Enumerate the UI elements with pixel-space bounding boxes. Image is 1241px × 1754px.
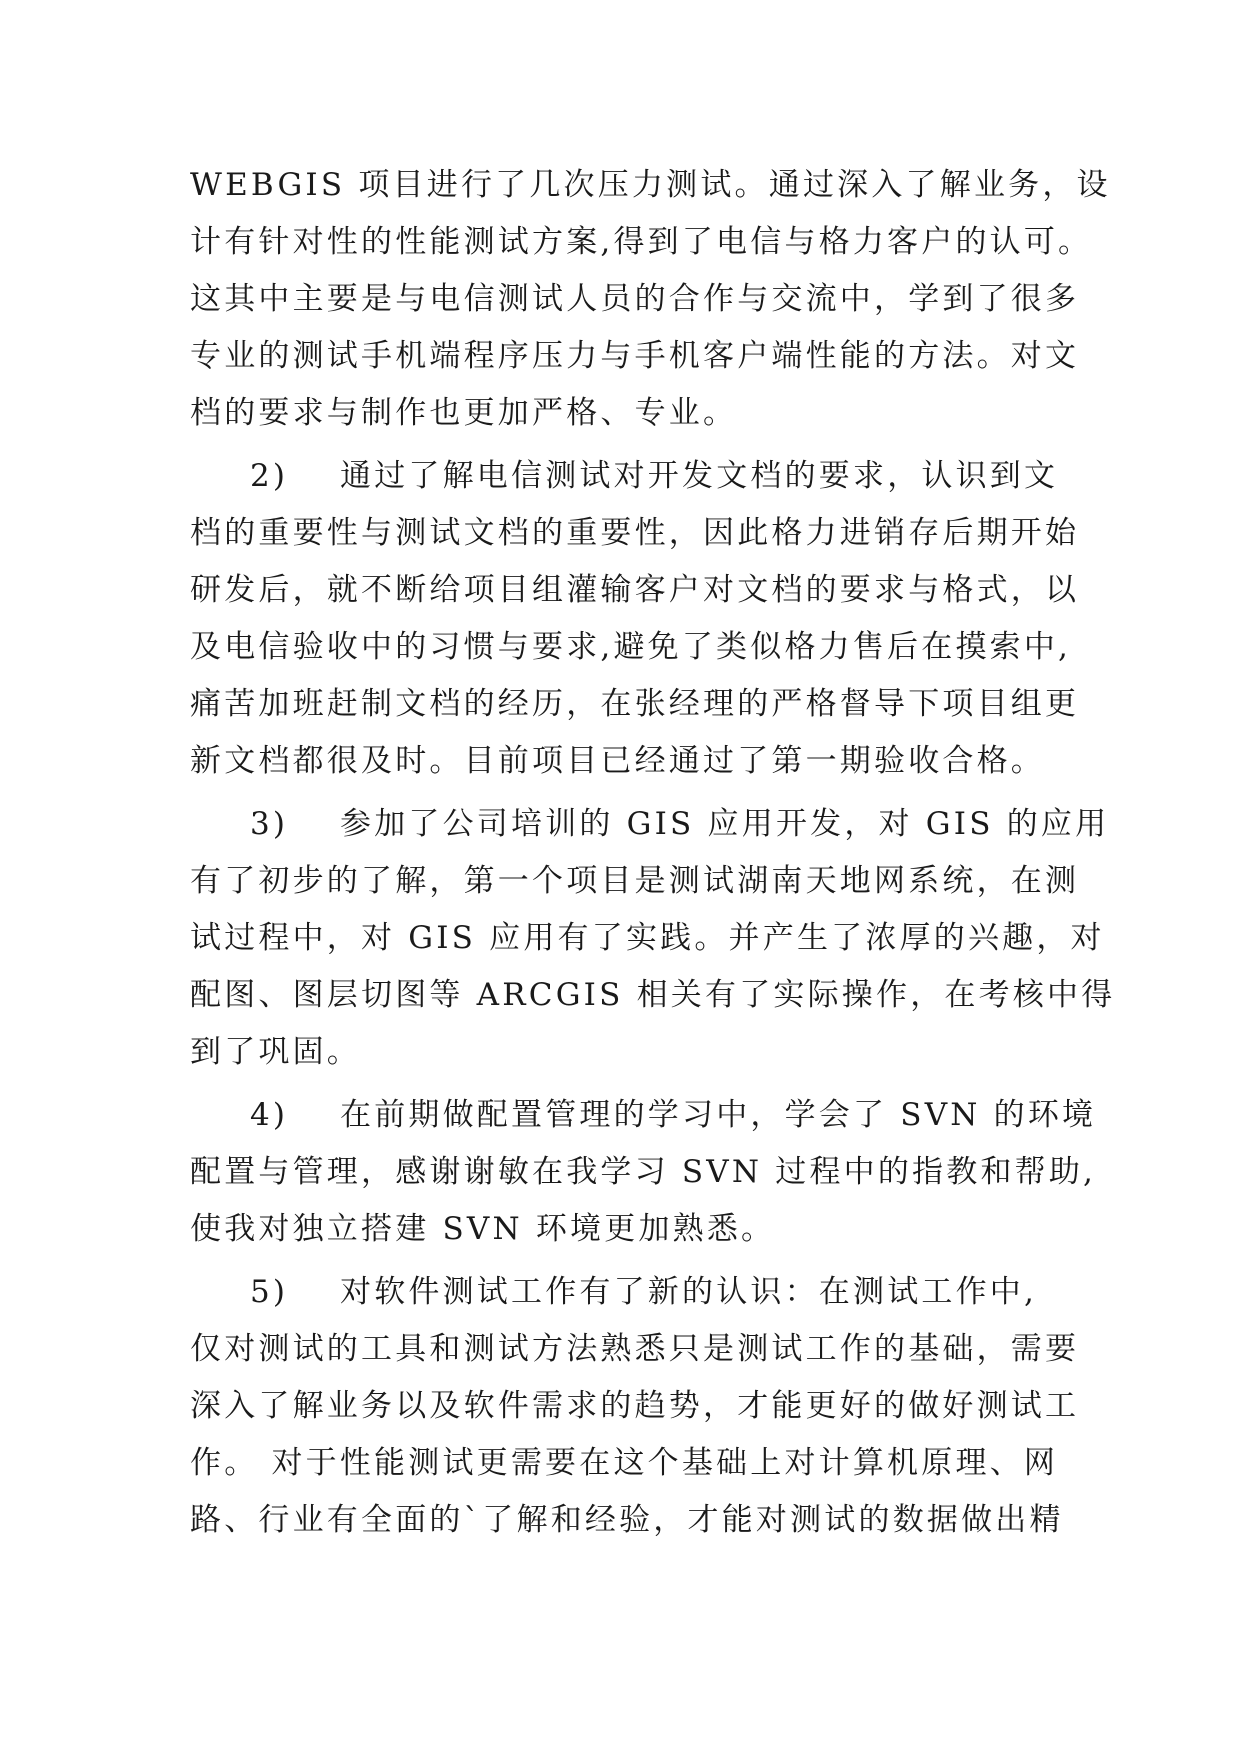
item-number: 3) <box>250 806 289 842</box>
item-number: 4) <box>250 1097 289 1133</box>
item-number: 2) <box>250 458 289 494</box>
text-line: 有了初步的了解，第一个项目是测试湖南天地网系统，在测 <box>190 863 1080 899</box>
text-line: 专业的测试手机端程序压力与手机客户端性能的方法。对文 <box>190 338 1080 374</box>
text-line: 档的重要性与测试文档的重要性，因此格力进销存后期开始 <box>190 515 1080 551</box>
text-line: 深入了解业务以及软件需求的趋势，才能更好的做好测试工 <box>190 1388 1080 1424</box>
text-line: 档的要求与制作也更加严格、专业。 <box>190 395 738 431</box>
text-line: 配置与管理，感谢谢敏在我学习 SVN 过程中的指教和帮助, <box>190 1154 1097 1190</box>
text-line: 到了巩固。 <box>190 1034 361 1070</box>
text-line: WEBGIS 项目进行了几次压力测试。通过深入了解业务，设 <box>190 167 1111 203</box>
text-line: 3) 参加了公司培训的 GIS 应用开发，对 GIS 的应用 <box>250 794 1109 854</box>
text-line: 使我对独立搭建 SVN 环境更加熟悉。 <box>190 1211 776 1247</box>
item-number: 5) <box>250 1274 289 1310</box>
text-line: 2) 通过了解电信测试对开发文档的要求，认识到文 <box>250 446 1058 506</box>
text-line: 仅对测试的工具和测试方法熟悉只是测试工作的基础，需要 <box>190 1331 1080 1367</box>
text-line: 计有针对性的性能测试方案,得到了电信与格力客户的认可。 <box>190 224 1093 260</box>
text-line: 作。 对于性能测试更需要在这个基础上对计算机原理、网 <box>190 1445 1059 1481</box>
text-line: 5) 对软件测试工作有了新的认识：在测试工作中, <box>250 1262 1037 1322</box>
text-line: 这其中主要是与电信测试人员的合作与交流中，学到了很多 <box>190 281 1080 317</box>
text-line: 新文档都很及时。目前项目已经通过了第一期验收合格。 <box>190 743 1045 779</box>
text-line: 配图、图层切图等 ARCGIS 相关有了实际操作，在考核中得 <box>190 977 1116 1013</box>
text-line: 及电信验收中的习惯与要求,避免了类似格力售后在摸索中, <box>190 629 1072 665</box>
text-line: 试过程中，对 GIS 应用有了实践。并产生了浓厚的兴趣，对 <box>190 920 1105 956</box>
text-line: 4) 在前期做配置管理的学习中，学会了 SVN 的环境 <box>250 1085 1096 1145</box>
text-line: 路、行业有全面的`了解和经验，才能对测试的数据做出精 <box>190 1502 1064 1538</box>
text-line: 痛苦加班赶制文档的经历，在张经理的严格督导下项目组更 <box>190 686 1080 722</box>
text-line: 研发后，就不断给项目组灌输客户对文档的要求与格式，以 <box>190 572 1080 608</box>
